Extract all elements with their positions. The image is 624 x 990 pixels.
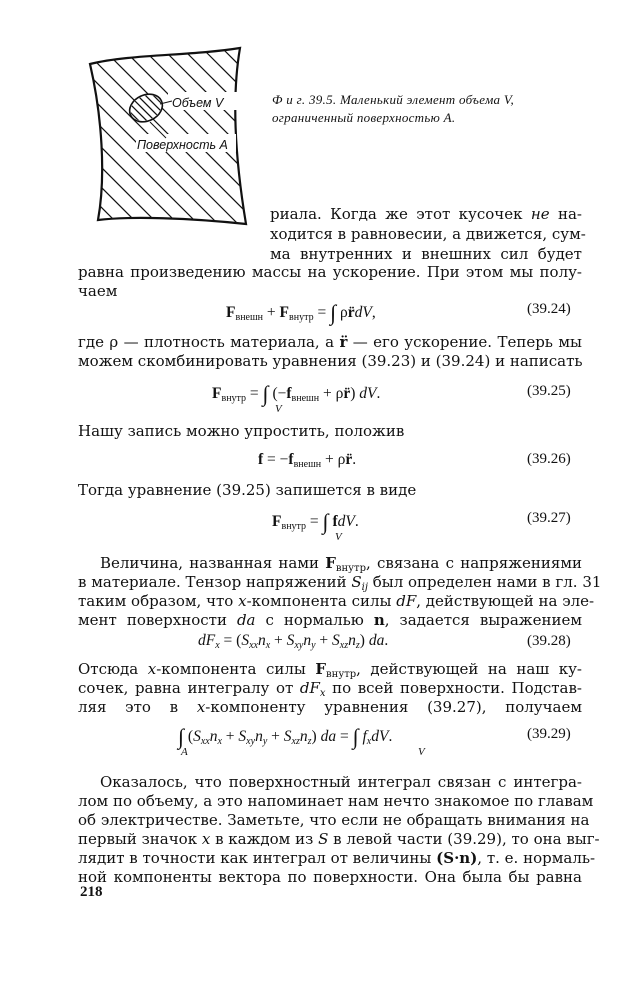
- integral-limit: V: [418, 746, 425, 758]
- paragraph-line: Величина, названная нами $F_{внутр}$, связана с напряжениями: [100, 554, 582, 574]
- equation-number: (39.24): [527, 301, 571, 317]
- paragraph-line: ной компоненты вектора по поверхности. Она была бы равна: [78, 868, 582, 886]
- equation-39-25: $F_{внутр}$ = ∫ ($-f_{внешн}$ + ρr̈) dV.: [212, 381, 381, 406]
- paragraph-line: Оказалось, что поверхностный интеграл связан с интегра-: [100, 773, 582, 791]
- paragraph-line: ходится в равновесии, а движется, сум-: [270, 225, 586, 243]
- equation-39-28: $dF_x = (S_{xx}n_x + S_{xy}n_y + S_{xz}n_z)$ da.: [198, 632, 389, 651]
- paragraph-line: лом по объему, а это напоминает нам нечто знакомое по главам: [78, 792, 594, 810]
- figure-caption-line-2: ограниченный поверхностью A.: [272, 110, 456, 125]
- paragraph-line: ма внутренних и внешних сил будет: [270, 245, 582, 263]
- paragraph-line: Нашу запись можно упростить, положив: [78, 422, 405, 440]
- paragraph-line: мент поверхности da с нормалью n, задается выражением: [78, 611, 582, 629]
- paragraph-line: Тогда уравнение (39.25) запишется в виде: [78, 481, 417, 499]
- equation-number: (39.27): [527, 510, 571, 526]
- figure-label-volume: Объем V: [172, 96, 224, 110]
- paragraph-line: сочек, равна интегралу от $dF_x$ по всей поверхности. Подстав-: [78, 679, 582, 699]
- integral-limit: V: [335, 531, 342, 543]
- equation-39-24: $F_{внешн} + F_{внутр}$ = ∫ ρr̈dV,: [226, 300, 376, 325]
- paragraph-line: где ρ — плотность материала, а r̈ — его ускорение. Теперь мы: [78, 333, 582, 351]
- paragraph-line: ляя это в x-компоненту уравнения (39.27), получаем: [78, 698, 582, 716]
- equation-number: (39.28): [527, 633, 571, 649]
- equation-39-27: $F_{внутр}$ = ∫ fdV.: [272, 509, 359, 534]
- paragraph-line: лядит в точности как интеграл от величины (S·n), т. е. нормаль-: [78, 849, 596, 867]
- paragraph-line: риала. Когда же этот кусочек не на-: [270, 205, 582, 223]
- figure-volume-element: [80, 46, 250, 226]
- equation-number: (39.29): [527, 726, 571, 742]
- paragraph-line: в материале. Тензор напряжений $S_{ij}$ был определен нами в гл. 31: [78, 573, 602, 593]
- figure-label-surface: Поверхность A: [137, 138, 228, 152]
- paragraph-line: чаем: [78, 282, 118, 300]
- figure-caption-line-1: Ф и г. 39.5. Маленький элемент объема V,: [272, 92, 515, 107]
- integral-limit: A: [181, 746, 188, 758]
- paragraph-line: таким образом, что x-компонента силы dF, действующей на эле-: [78, 592, 595, 610]
- paragraph-line: равна произведению массы на ускорение. При этом мы полу-: [78, 263, 582, 281]
- paragraph-line: Отсюда x-компонента силы $F_{внутр}$, действующей на наш ку-: [78, 660, 582, 680]
- equation-number: (39.25): [527, 383, 571, 399]
- equation-39-29: ∫ $(S_{xx}n_x + S_{xy}n_y + S_{xz}n_z)$ da = ∫ $f_xdV$.: [178, 724, 393, 749]
- paragraph-line: первый значок x в каждом из S в левой части (39.29), то она выг-: [78, 830, 600, 848]
- paragraph-line: об электричестве. Заметьте, что если не обращать внимания на: [78, 811, 590, 829]
- equation-39-26: $f = -f_{внешн}$ + ρr̈.: [258, 451, 357, 470]
- integral-limit: V: [275, 403, 282, 415]
- equation-number: (39.26): [527, 451, 571, 467]
- paragraph-line: можем скомбинировать уравнения (39.23) и (39.24) и написать: [78, 352, 583, 370]
- page-number: 218: [80, 884, 103, 900]
